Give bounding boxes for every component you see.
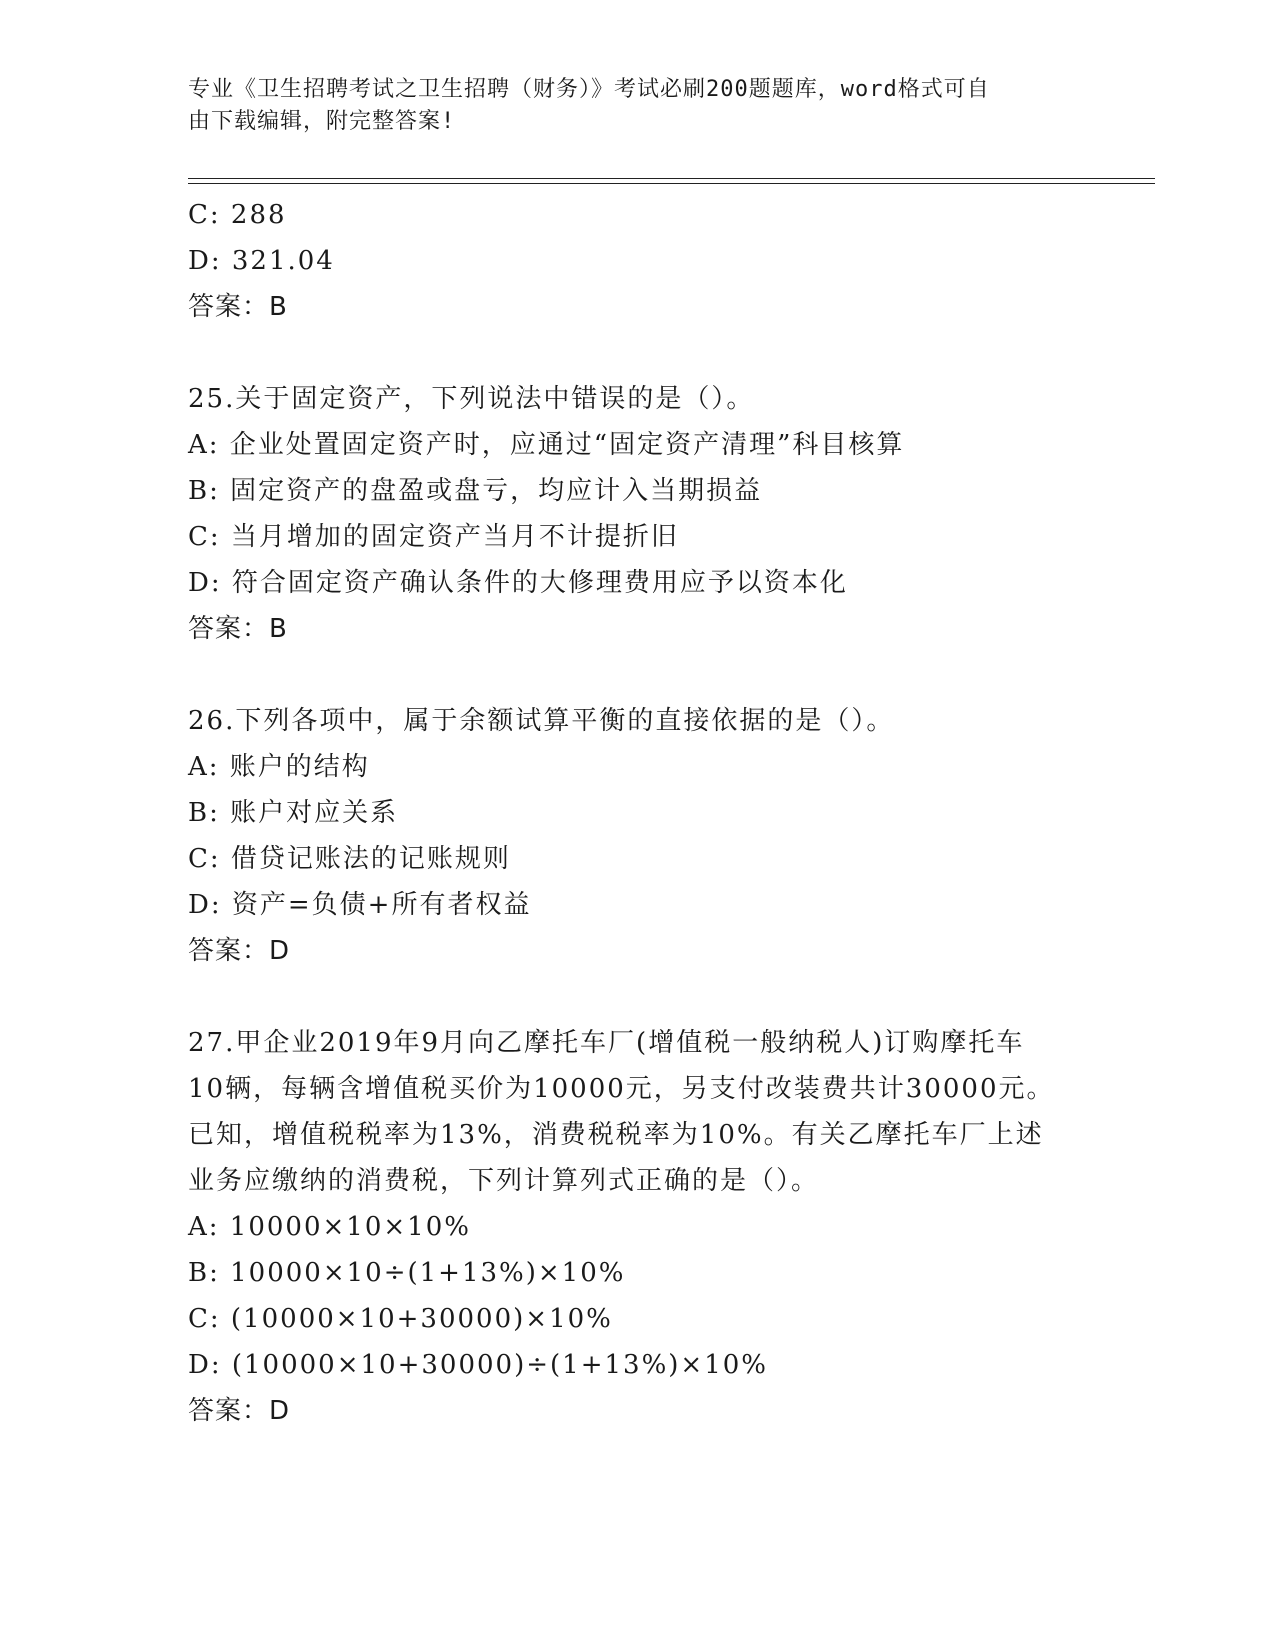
question-stem-line-1: 27.甲企业2019年9月向乙摩托车厂(增值税一般纳税人)订购摩托车 [188, 1028, 1025, 1058]
option-d: D: 符合固定资产确认条件的大修理费用应予以资本化 [188, 568, 848, 598]
header-line-2: 由下载编辑，附完整答案! [188, 109, 456, 134]
document-header [188, 74, 1088, 138]
header-rule-bottom [188, 183, 1155, 184]
question-stem-line-4: 业务应缴纳的消费税，下列计算列式正确的是（）。 [188, 1166, 820, 1196]
option-b: B: 固定资产的盘盈或盘亏，均应计入当期损益 [188, 476, 763, 506]
option-c: C: 借贷记账法的记账规则 [188, 844, 511, 874]
previous-question-tail [188, 192, 1088, 330]
option-d: D: 321.04 [188, 246, 335, 276]
option-b: B: 10000×10÷(1+13%)×10% [188, 1258, 626, 1288]
option-b: B: 账户对应关系 [188, 798, 399, 828]
answer-line: 答案：B [188, 614, 288, 644]
answer-line: 答案：D [188, 936, 291, 966]
question-stem: 25.关于固定资产，下列说法中错误的是（）。 [188, 384, 755, 414]
question-stem: 26.下列各项中，属于余额试算平衡的直接依据的是（）。 [188, 706, 895, 736]
spacer [188, 652, 1088, 698]
option-a: A: 账户的结构 [188, 752, 370, 782]
spacer [188, 974, 1088, 1020]
header-line-1: 专业《卫生招聘考试之卫生招聘（财务）》考试必刷200题题库，word格式可自 [188, 77, 990, 102]
question-27 [188, 1020, 1088, 1434]
option-c: C: 当月增加的固定资产当月不计提折旧 [188, 522, 679, 552]
header-rule-top [188, 178, 1155, 179]
answer-line: 答案：B [188, 292, 288, 322]
option-c: C: 288 [188, 200, 287, 230]
option-a: A: 10000×10×10% [188, 1212, 471, 1242]
document-body [188, 192, 1088, 1434]
question-25 [188, 376, 1088, 652]
spacer [188, 330, 1088, 376]
question-stem-line-2: 10辆，每辆含增值税买价为10000元，另支付改装费共计30000元。 [188, 1074, 1055, 1104]
option-d: D: (10000×10+30000)÷(1+13%)×10% [188, 1350, 768, 1380]
question-26 [188, 698, 1088, 974]
option-d: D: 资产=负债+所有者权益 [188, 890, 532, 920]
answer-line: 答案：D [188, 1396, 291, 1426]
question-stem-line-3: 已知，增值税税率为13%，消费税税率为10%。有关乙摩托车厂上述 [188, 1120, 1044, 1150]
option-a: A: 企业处置固定资产时，应通过“固定资产清理”科目核算 [188, 430, 905, 460]
option-c: C: (10000×10+30000)×10% [188, 1304, 613, 1334]
